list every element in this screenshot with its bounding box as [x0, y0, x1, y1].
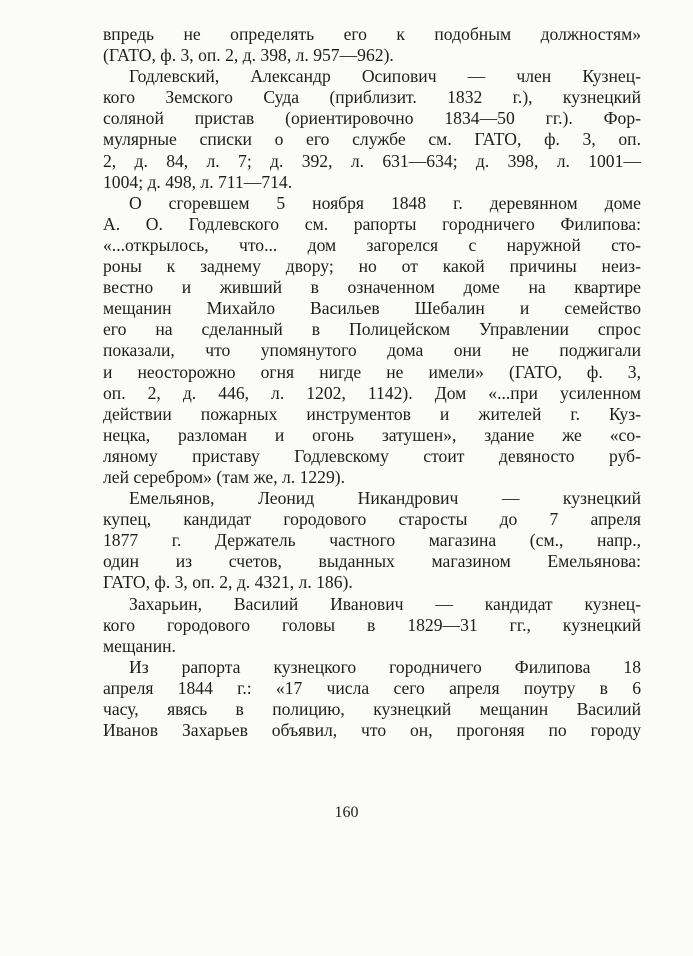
text-line: нецка, разломан и огонь затушен», здание же «со- [103, 424, 641, 445]
text-line: часу, явясь в полицию, кузнецкий мещанин Василий [103, 699, 641, 719]
text-line: лей серебром» (там же, л. 1229). [103, 466, 346, 487]
text-line: кого городового головы в 1829—31 гг., кузнецкий [103, 614, 641, 635]
text-line: вестно и живший в означенном доме на квартире [103, 277, 641, 298]
text-line: ляному приставу Годлевскому стоит девяносто руб- [103, 445, 641, 466]
text-line: мещанин. [103, 635, 176, 656]
text-line: роны к заднему двору; но от какой причины неиз- [103, 256, 641, 277]
text-line: показали, что упомянутого дома они не поджигали [103, 340, 641, 361]
text-line: впредь не определять его к подобным должностям» [103, 24, 641, 44]
text-line: мулярные списки о его службе см. ГАТО, ф. 3, оп. [103, 129, 641, 150]
text-line: Захарьин, Василий Иванович — кандидат кузнец- [129, 593, 641, 614]
text-line: его на сделанный в Полицейском Управлении спрос [103, 319, 641, 340]
text-line: и неосторожно огня нигде не имели» (ГАТО, ф. 3, [103, 361, 641, 382]
text-line: апреля 1844 г.: «17 числа сего апреля поутру в 6 [103, 677, 641, 698]
text-line: Из рапорта кузнецкого городничего Филипова 18 [129, 656, 641, 677]
text-line: 2, д. 84, л. 7; д. 392, л. 631—634; д. 398, л. 1001— [103, 150, 641, 171]
text-line: соляной пристав (ориентировочно 1834—50 гг.). Фор- [103, 108, 641, 129]
text-line: «...открылось, что... дом загорелся с наружной сто- [103, 234, 641, 255]
text-line: А. О. Годлевского см. рапорты городничего Филипова: [103, 213, 641, 234]
text-line: 1877 г. Держатель частного магазина (см., напр., [103, 530, 641, 551]
text-line: кого Земского Суда (приблизит. 1832 г.), кузнецкий [103, 87, 641, 108]
page-number: 160 [334, 804, 359, 821]
text-line: О сгоревшем 5 ноября 1848 г. деревянном доме [129, 192, 641, 213]
text-line: мещанин Михайло Васильев Шебалин и семейство [103, 298, 641, 319]
text-line: ГАТО, ф. 3, оп. 2, д. 4321, л. 186). [103, 572, 353, 593]
text-line: 1004; д. 498, л. 711—714. [103, 171, 293, 192]
text-line: (ГАТО, ф. 3, оп. 2, д. 398, л. 957—962). [103, 45, 394, 66]
text-line: один из счетов, выданных магазином Емельянова: [103, 551, 641, 572]
text-line: купец, кандидат городового старосты до 7 апреля [103, 509, 641, 530]
text-line: действии пожарных инструментов и жителей г. Куз- [103, 403, 641, 424]
body-text [103, 24, 641, 741]
text-line: Емельянов, Леонид Никандрович — кузнецкий [129, 488, 641, 509]
text-line: оп. 2, д. 446, л. 1202, 1142). Дом «...при усиленном [103, 382, 641, 403]
text-line: Годлевский, Александр Осипович — член Кузнец- [129, 66, 641, 87]
text-line: Иванов Захарьев объявил, что он, прогоняя по городу [103, 720, 641, 741]
